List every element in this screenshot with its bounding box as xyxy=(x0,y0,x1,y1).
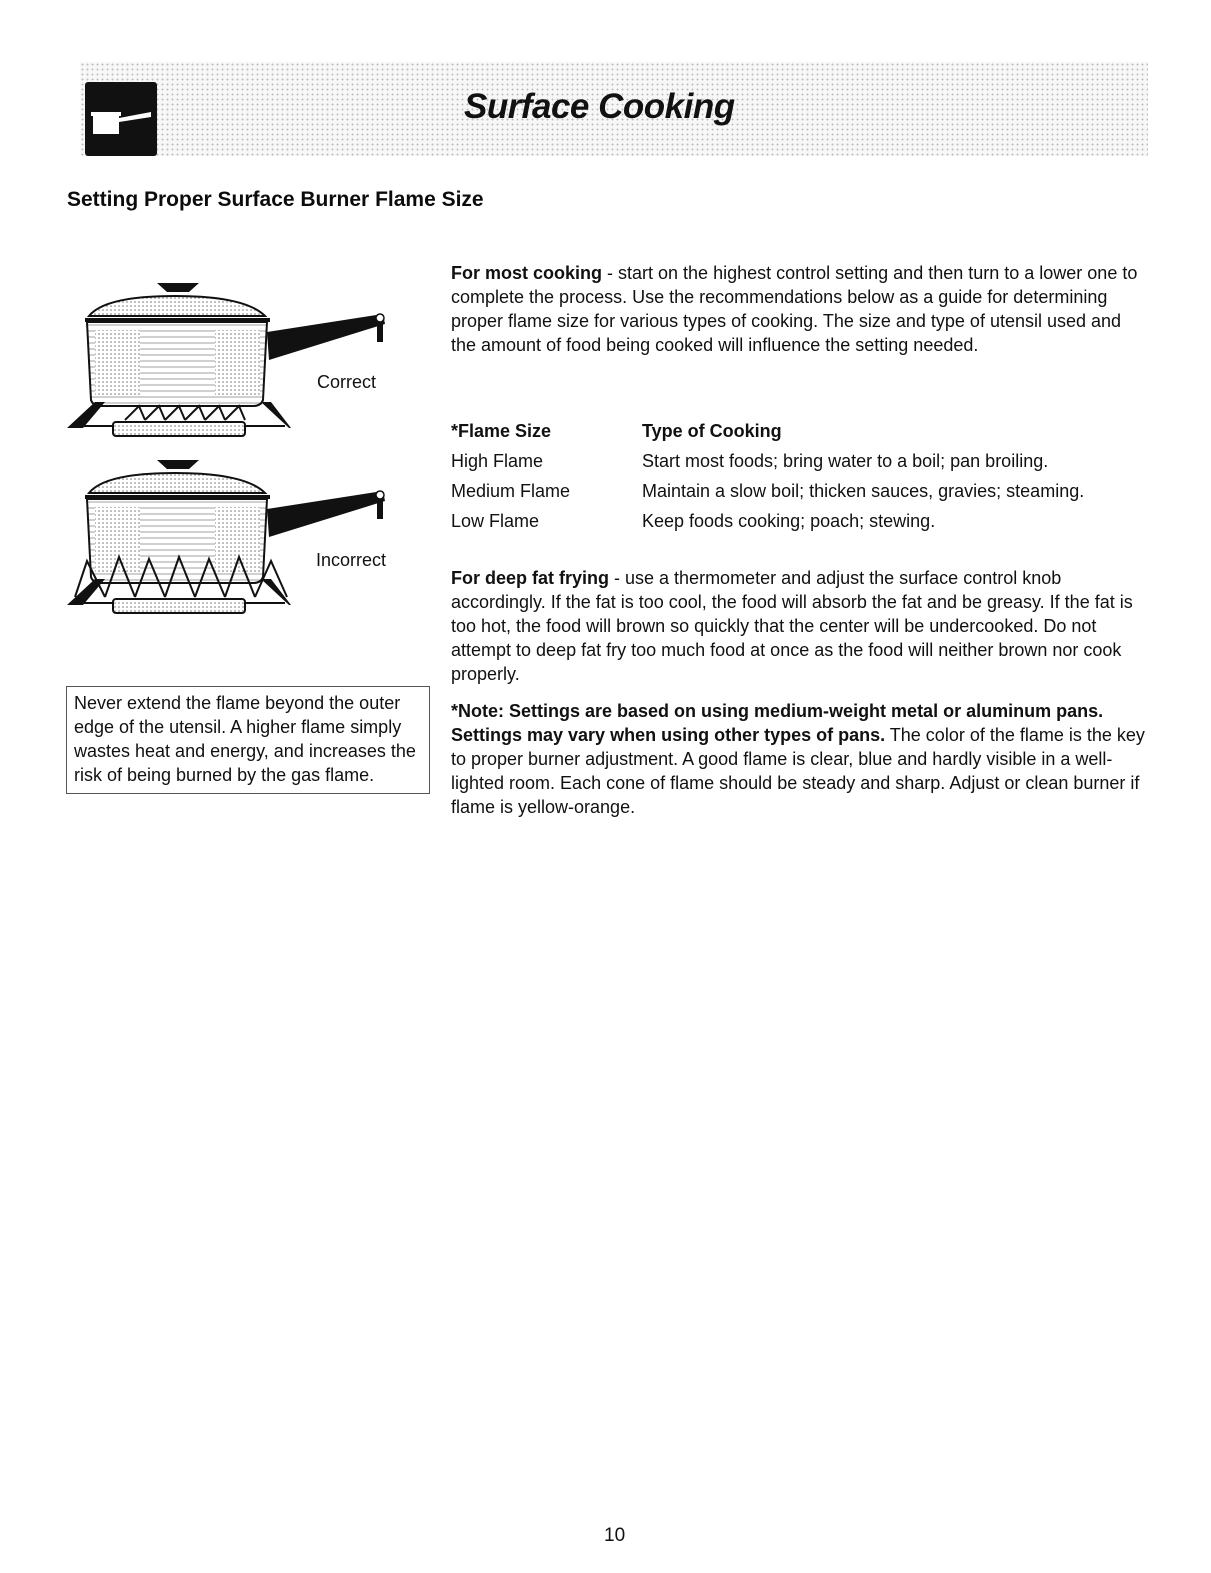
deep-fat-frying-lead: For deep fat frying xyxy=(451,568,610,588)
table-row xyxy=(451,506,1084,536)
note-text: The color of the flame is the key to proper burner adjustment. A good flame is clear, blue and hardly visible in a well-lighted room. Each cone of flame should be steady and sharp. Adjust or clean burner if flame is yellow-orange. xyxy=(451,725,1145,817)
table-row xyxy=(451,446,1084,476)
note-lead: *Note: Settings are based on using medium-weight metal or aluminum pans. Settings may vary when using other types of pans. xyxy=(451,701,1104,745)
saucepan-icon xyxy=(85,82,157,156)
cooking-type-cell: Keep foods cooking; poach; stewing. xyxy=(642,510,936,531)
page-number: 10 xyxy=(604,1525,626,1546)
most-cooking-paragraph xyxy=(451,261,1151,357)
cooking-type-cell: Start most foods; bring water to a boil; pan broiling. xyxy=(642,450,1049,471)
safety-notice-box: Never extend the flame beyond the outer edge of the utensil. A higher flame simply wastes heat and energy, and increases the risk of being burned by the gas flame. xyxy=(66,686,430,794)
most-cooking-text: - start on the highest control setting and then turn to a lower one to complete the process. Use the recommendations below as a guide for determining proper flame size for various types of cooking. The size and type of utensil used and the amount of food being cooked will influence the setting needed. xyxy=(451,263,1138,355)
incorrect-label: Incorrect xyxy=(316,550,387,570)
flame-size-table xyxy=(451,416,1084,536)
note-paragraph xyxy=(451,699,1151,819)
table-row xyxy=(451,476,1084,506)
section-title: Setting Proper Surface Burner Flame Size xyxy=(67,188,484,211)
flame-size-header: *Flame Size xyxy=(451,420,552,441)
flame-size-cell: Low Flame xyxy=(451,510,540,531)
page-title: Surface Cooking xyxy=(464,87,735,126)
deep-fat-frying-text: - use a thermometer and adjust the surface control knob accordingly. If the fat is too cool, the food will absorb the fat and be greasy. If the fat is too hot, the food will brown so quickly that the center will be undercooked. Do not attempt to deep fat fry too much food at once as the food will neither brown nor cook properly. xyxy=(451,568,1133,684)
type-of-cooking-header: Type of Cooking xyxy=(642,420,782,441)
flame-size-cell: Medium Flame xyxy=(451,480,571,501)
flame-size-cell: High Flame xyxy=(451,450,544,471)
most-cooking-lead: For most cooking xyxy=(451,263,603,283)
correct-label: Correct xyxy=(317,372,377,392)
table-header-row xyxy=(451,416,1084,446)
deep-fat-frying-paragraph xyxy=(451,566,1151,686)
cooking-type-cell: Maintain a slow boil; thicken sauces, gravies; steaming. xyxy=(642,480,1085,501)
